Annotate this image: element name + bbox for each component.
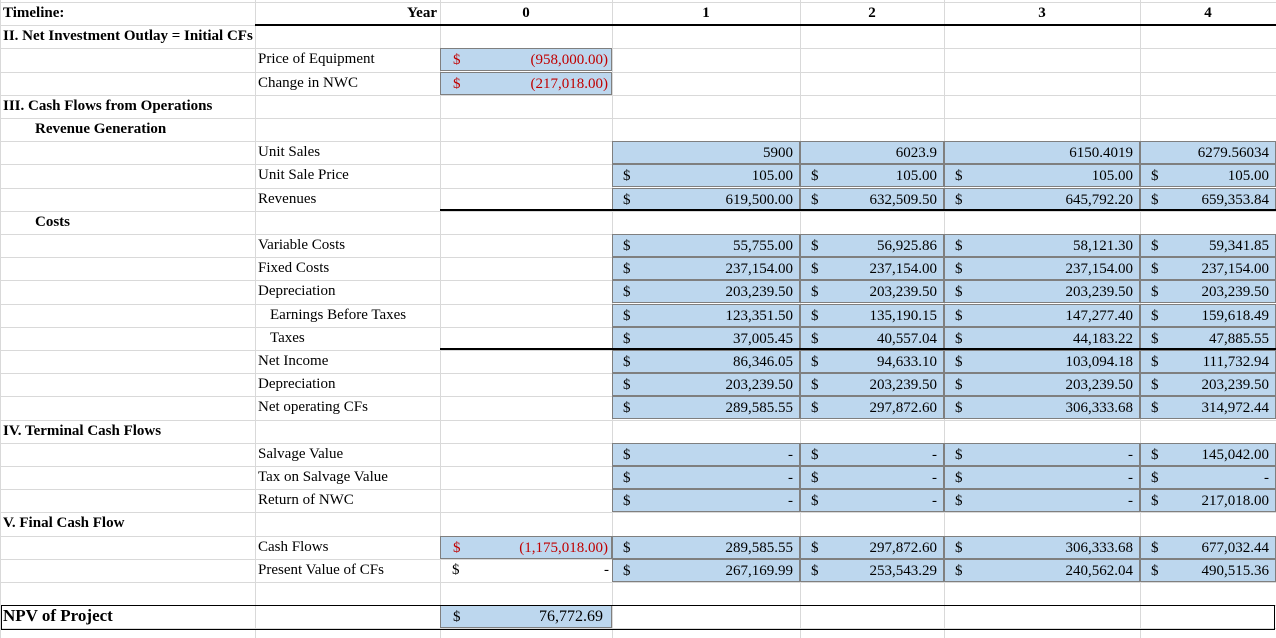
unit_sales-y4-value: 6279.56034 xyxy=(1197,145,1269,161)
net_operating_cfs-y1-cell[interactable] xyxy=(612,396,800,419)
unit_sale_price-y4-cell[interactable] xyxy=(1140,164,1276,187)
currency-symbol: $ xyxy=(453,609,461,625)
ebt-y3-value: 147,277.40 xyxy=(1065,308,1133,324)
cash_flows-y1-value: 289,585.55 xyxy=(725,540,793,556)
currency-symbol: $ xyxy=(623,284,631,300)
change_in_nwc-y0-cell[interactable] xyxy=(440,72,612,95)
row-label-revenues[interactable]: Revenues xyxy=(258,191,317,207)
tax_on_salvage-y1-cell[interactable] xyxy=(612,466,800,489)
net_income-y4-value: 111,732.94 xyxy=(1202,354,1269,370)
subsection-revenue-generation[interactable]: Revenue Generation xyxy=(35,121,167,137)
currency-symbol: $ xyxy=(811,192,819,208)
currency-symbol: $ xyxy=(623,493,631,509)
row-label-fixed_costs[interactable]: Fixed Costs xyxy=(258,260,330,276)
row-label-variable_costs[interactable]: Variable Costs xyxy=(258,237,346,253)
net_operating_cfs-y2-value: 297,872.60 xyxy=(869,400,937,416)
currency-symbol: $ xyxy=(811,470,819,486)
currency-symbol: $ xyxy=(811,400,819,416)
section-terminal[interactable]: IV. Terminal Cash Flows xyxy=(3,423,162,439)
ebt-y4-cell[interactable] xyxy=(1140,304,1276,327)
currency-symbol: $ xyxy=(811,238,819,254)
net_income-y3-cell[interactable] xyxy=(944,350,1140,373)
return_of_nwc-y3-value: - xyxy=(1128,493,1133,509)
currency-symbol: $ xyxy=(955,354,963,370)
cash_flows-y4-value: 677,032.44 xyxy=(1201,540,1269,556)
currency-symbol: $ xyxy=(623,377,631,393)
ebt-y4-value: 159,618.49 xyxy=(1201,308,1269,324)
depreciation-y4-value: 203,239.50 xyxy=(1201,284,1269,300)
tax_on_salvage-y2-cell[interactable] xyxy=(800,466,944,489)
currency-symbol: $ xyxy=(955,261,963,277)
currency-symbol: $ xyxy=(1151,470,1159,486)
npv-row-border xyxy=(1,605,1275,630)
depreciation-y2-cell[interactable] xyxy=(800,280,944,303)
year-header-2[interactable]: 2 xyxy=(868,5,876,21)
taxes-y1-cell[interactable] xyxy=(612,327,800,350)
variable_costs-y3-value: 58,121.30 xyxy=(1073,238,1133,254)
section-net-investment[interactable]: II. Net Investment Outlay = Initial CFs xyxy=(3,28,253,44)
currency-symbol: $ xyxy=(811,308,819,324)
unit_sale_price-y1-cell[interactable] xyxy=(612,164,800,187)
unit_sales-y3-value: 6150.4019 xyxy=(1069,145,1133,161)
depreciation-y2-value: 203,239.50 xyxy=(869,284,937,300)
currency-symbol: $ xyxy=(623,470,631,486)
currency-symbol: $ xyxy=(955,563,963,579)
cash_flows-y3-cell[interactable] xyxy=(944,536,1140,559)
unit_sales-y1-value: 5900 xyxy=(763,145,793,161)
currency-symbol: $ xyxy=(955,308,963,324)
pv_of_cfs-y1-cell[interactable] xyxy=(612,559,800,582)
taxes-y1-value: 37,005.45 xyxy=(733,331,793,347)
depreciation2-y3-cell[interactable] xyxy=(944,373,1140,396)
pv_of_cfs-y3-cell[interactable] xyxy=(944,559,1140,582)
depreciation2-y2-cell[interactable] xyxy=(800,373,944,396)
row-label-unit_sales[interactable]: Unit Sales xyxy=(258,144,321,160)
pv_of_cfs-y4-cell[interactable] xyxy=(1140,559,1276,582)
currency-symbol: $ xyxy=(453,52,461,68)
row-gridline xyxy=(0,48,1276,49)
currency-symbol: $ xyxy=(1151,238,1159,254)
fixed_costs-y3-value: 237,154.00 xyxy=(1065,261,1133,277)
fixed_costs-y4-cell[interactable] xyxy=(1140,257,1276,280)
currency-symbol: $ xyxy=(811,493,819,509)
section-operations[interactable]: III. Cash Flows from Operations xyxy=(3,98,213,114)
pv_of_cfs-y0-cell[interactable] xyxy=(440,559,612,582)
unit_sale_price-y4-value: 105.00 xyxy=(1227,168,1269,184)
currency-symbol: $ xyxy=(1151,400,1159,416)
unit_sales-y1-cell[interactable] xyxy=(612,141,800,164)
tax_on_salvage-y4-value: - xyxy=(1264,470,1269,486)
change_in_nwc-y0-value: (217,018.00) xyxy=(530,76,608,92)
row-label-unit_sale_price[interactable]: Unit Sale Price xyxy=(258,167,349,183)
variable_costs-y2-cell[interactable] xyxy=(800,234,944,257)
depreciation2-y4-cell[interactable] xyxy=(1140,373,1276,396)
tax_on_salvage-y1-value: - xyxy=(788,470,793,486)
npv-label[interactable]: NPV of Project xyxy=(3,606,113,625)
variable_costs-y1-value: 55,755.00 xyxy=(733,238,793,254)
cash_flows-y2-cell[interactable] xyxy=(800,536,944,559)
depreciation2-y2-value: 203,239.50 xyxy=(869,377,937,393)
salvage_value-y4-cell[interactable] xyxy=(1140,443,1276,466)
ebt-y1-value: 123,351.50 xyxy=(725,308,793,324)
currency-symbol: $ xyxy=(1151,540,1159,556)
pv_of_cfs-y3-value: 240,562.04 xyxy=(1065,563,1133,579)
unit_sale_price-y2-cell[interactable] xyxy=(800,164,944,187)
fixed_costs-y2-cell[interactable] xyxy=(800,257,944,280)
ebt-y3-cell[interactable] xyxy=(944,304,1140,327)
currency-symbol: $ xyxy=(811,261,819,277)
net_income-y4-cell[interactable] xyxy=(1140,350,1276,373)
currency-symbol: $ xyxy=(1151,493,1159,509)
unit_sale_price-y1-value: 105.00 xyxy=(751,168,793,184)
row-gridline xyxy=(0,582,1276,583)
tax_on_salvage-y3-cell[interactable] xyxy=(944,466,1140,489)
return_of_nwc-y3-cell[interactable] xyxy=(944,489,1140,512)
salvage_value-y1-value: - xyxy=(788,447,793,463)
net_operating_cfs-y2-cell[interactable] xyxy=(800,396,944,419)
cash_flows-y2-value: 297,872.60 xyxy=(869,540,937,556)
currency-symbol: $ xyxy=(623,331,631,347)
taxes-underline xyxy=(440,348,1276,350)
tax_on_salvage-y2-value: - xyxy=(932,470,937,486)
currency-symbol: $ xyxy=(955,447,963,463)
unit_sale_price-y3-cell[interactable] xyxy=(944,164,1140,187)
row-gridline xyxy=(0,72,1276,73)
variable_costs-y2-value: 56,925.86 xyxy=(877,238,937,254)
taxes-y2-cell[interactable] xyxy=(800,327,944,350)
currency-symbol: $ xyxy=(1151,308,1159,324)
currency-symbol: $ xyxy=(452,562,460,578)
revenues-y3-value: 645,792.20 xyxy=(1065,192,1133,208)
currency-symbol: $ xyxy=(1151,354,1159,370)
currency-symbol: $ xyxy=(623,168,631,184)
price_of_equipment-y0-cell[interactable] xyxy=(440,48,612,71)
currency-symbol: $ xyxy=(811,540,819,556)
net_income-y2-cell[interactable] xyxy=(800,350,944,373)
fixed_costs-y1-value: 237,154.00 xyxy=(725,261,793,277)
pv_of_cfs-y4-value: 490,515.36 xyxy=(1201,563,1269,579)
return_of_nwc-y1-value: - xyxy=(788,493,793,509)
ebt-y2-value: 135,190.15 xyxy=(869,308,937,324)
currency-symbol: $ xyxy=(1151,331,1159,347)
cash_flows-y4-cell[interactable] xyxy=(1140,536,1276,559)
net_operating_cfs-y1-value: 289,585.55 xyxy=(725,400,793,416)
year-header-3[interactable]: 3 xyxy=(1038,5,1046,21)
currency-symbol: $ xyxy=(955,192,963,208)
salvage_value-y4-value: 145,042.00 xyxy=(1201,447,1269,463)
depreciation2-y1-cell[interactable] xyxy=(612,373,800,396)
pv_of_cfs-y2-value: 253,543.29 xyxy=(869,563,937,579)
variable_costs-y3-cell[interactable] xyxy=(944,234,1140,257)
pv_of_cfs-y0-value: - xyxy=(604,562,609,578)
net_income-y1-value: 86,346.05 xyxy=(733,354,793,370)
currency-symbol: $ xyxy=(623,261,631,277)
unit_sales-y2-value: 6023.9 xyxy=(895,145,937,161)
revenues-y4-cell[interactable] xyxy=(1140,188,1276,211)
npv-value: 76,772.69 xyxy=(539,608,603,625)
revenues-y4-value: 659,353.84 xyxy=(1201,192,1269,208)
row-label-depreciation[interactable]: Depreciation xyxy=(258,283,336,299)
revenues-y3-cell[interactable] xyxy=(944,188,1140,211)
net_income-y3-value: 103,094.18 xyxy=(1065,354,1133,370)
currency-symbol: $ xyxy=(811,354,819,370)
unit_sales-y3-cell[interactable] xyxy=(944,141,1140,164)
year-header-4[interactable]: 4 xyxy=(1204,5,1212,21)
currency-symbol: $ xyxy=(623,192,631,208)
currency-symbol: $ xyxy=(811,447,819,463)
currency-symbol: $ xyxy=(623,447,631,463)
row-label-cash_flows[interactable]: Cash Flows xyxy=(258,539,329,555)
currency-symbol: $ xyxy=(955,470,963,486)
fixed_costs-y1-cell[interactable] xyxy=(612,257,800,280)
row-label-return_of_nwc[interactable]: Return of NWC xyxy=(258,492,354,508)
cash_flows-y0-cell[interactable] xyxy=(440,536,612,559)
currency-symbol: $ xyxy=(1151,192,1159,208)
currency-symbol: $ xyxy=(811,377,819,393)
pv_of_cfs-y2-cell[interactable] xyxy=(800,559,944,582)
currency-symbol: $ xyxy=(623,238,631,254)
currency-symbol: $ xyxy=(955,168,963,184)
year-label[interactable]: Year xyxy=(407,5,437,21)
fixed_costs-y3-cell[interactable] xyxy=(944,257,1140,280)
section-final[interactable]: V. Final Cash Flow xyxy=(3,515,125,531)
depreciation-y1-value: 203,239.50 xyxy=(725,284,793,300)
timeline-label[interactable]: Timeline: xyxy=(3,5,65,21)
row-label-net_operating_cfs[interactable]: Net operating CFs xyxy=(258,399,368,415)
depreciation2-y4-value: 203,239.50 xyxy=(1201,377,1269,393)
return_of_nwc-y2-cell[interactable] xyxy=(800,489,944,512)
depreciation2-y1-value: 203,239.50 xyxy=(725,377,793,393)
net_operating_cfs-y3-cell[interactable] xyxy=(944,396,1140,419)
cash_flows-y3-value: 306,333.68 xyxy=(1065,540,1133,556)
row-label-ebt[interactable]: Earnings Before Taxes xyxy=(270,307,407,323)
ebt-y1-cell[interactable] xyxy=(612,304,800,327)
depreciation-y4-cell[interactable] xyxy=(1140,280,1276,303)
year-header-0[interactable]: 0 xyxy=(522,5,530,21)
salvage_value-y3-cell[interactable] xyxy=(944,443,1140,466)
currency-symbol: $ xyxy=(1151,563,1159,579)
revenues-underline xyxy=(440,209,1276,211)
revenues-y2-cell[interactable] xyxy=(800,188,944,211)
net_income-y1-cell[interactable] xyxy=(612,350,800,373)
currency-symbol: $ xyxy=(623,540,631,556)
pv_of_cfs-y1-value: 267,169.99 xyxy=(725,563,793,579)
currency-symbol: $ xyxy=(955,331,963,347)
currency-symbol: $ xyxy=(811,331,819,347)
revenues-y1-value: 619,500.00 xyxy=(725,192,793,208)
return_of_nwc-y4-cell[interactable] xyxy=(1140,489,1276,512)
currency-symbol: $ xyxy=(955,493,963,509)
currency-symbol: $ xyxy=(623,400,631,416)
return_of_nwc-y4-value: 217,018.00 xyxy=(1201,493,1269,509)
currency-symbol: $ xyxy=(811,168,819,184)
revenues-y2-value: 632,509.50 xyxy=(869,192,937,208)
currency-symbol: $ xyxy=(811,563,819,579)
taxes-y3-value: 44,183.22 xyxy=(1073,331,1133,347)
variable_costs-y4-cell[interactable] xyxy=(1140,234,1276,257)
return_of_nwc-y2-value: - xyxy=(932,493,937,509)
currency-symbol: $ xyxy=(453,76,461,92)
currency-symbol: $ xyxy=(1151,377,1159,393)
currency-symbol: $ xyxy=(955,400,963,416)
depreciation-y1-cell[interactable] xyxy=(612,280,800,303)
net_operating_cfs-y4-value: 314,972.44 xyxy=(1201,400,1269,416)
currency-symbol: $ xyxy=(955,540,963,556)
currency-symbol: $ xyxy=(623,354,631,370)
year-header-1[interactable]: 1 xyxy=(702,5,710,21)
ebt-y2-cell[interactable] xyxy=(800,304,944,327)
salvage_value-y3-value: - xyxy=(1128,447,1133,463)
currency-symbol: $ xyxy=(623,308,631,324)
tax_on_salvage-y3-value: - xyxy=(1128,470,1133,486)
currency-symbol: $ xyxy=(955,238,963,254)
row-label-tax_on_salvage[interactable]: Tax on Salvage Value xyxy=(258,469,388,485)
taxes-y2-value: 40,557.04 xyxy=(877,331,937,347)
price_of_equipment-y0-value: (958,000.00) xyxy=(530,52,608,68)
row-label-price_of_equipment[interactable]: Price of Equipment xyxy=(258,51,375,67)
variable_costs-y1-cell[interactable] xyxy=(612,234,800,257)
currency-symbol: $ xyxy=(1151,261,1159,277)
depreciation2-y3-value: 203,239.50 xyxy=(1065,377,1133,393)
currency-symbol: $ xyxy=(955,284,963,300)
row-label-net_income[interactable]: Net Income xyxy=(258,353,329,369)
variable_costs-y4-value: 59,341.85 xyxy=(1209,238,1269,254)
currency-symbol: $ xyxy=(623,563,631,579)
currency-symbol: $ xyxy=(1151,284,1159,300)
net_operating_cfs-y3-value: 306,333.68 xyxy=(1065,400,1133,416)
fixed_costs-y2-value: 237,154.00 xyxy=(869,261,937,277)
currency-symbol: $ xyxy=(453,540,461,556)
taxes-y4-value: 47,885.55 xyxy=(1209,331,1269,347)
unit_sales-y2-cell[interactable] xyxy=(800,141,944,164)
depreciation-y3-cell[interactable] xyxy=(944,280,1140,303)
revenues-y1-cell[interactable] xyxy=(612,188,800,211)
salvage_value-y1-cell[interactable] xyxy=(612,443,800,466)
unit_sales-y4-cell[interactable] xyxy=(1140,141,1276,164)
subsection-costs[interactable]: Costs xyxy=(35,214,71,230)
row-label-taxes[interactable]: Taxes xyxy=(270,330,305,346)
row-label-change_in_nwc[interactable]: Change in NWC xyxy=(258,75,358,91)
unit_sale_price-y3-value: 105.00 xyxy=(1091,168,1133,184)
currency-symbol: $ xyxy=(1151,447,1159,463)
fixed_costs-y4-value: 237,154.00 xyxy=(1201,261,1269,277)
unit_sale_price-y2-value: 105.00 xyxy=(895,168,937,184)
taxes-y4-cell[interactable] xyxy=(1140,327,1276,350)
net_operating_cfs-y4-cell[interactable] xyxy=(1140,396,1276,419)
net_income-y2-value: 94,633.10 xyxy=(877,354,937,370)
cash_flows-y0-value: (1,175,018.00) xyxy=(519,540,608,556)
return_of_nwc-y1-cell[interactable] xyxy=(612,489,800,512)
currency-symbol: $ xyxy=(955,377,963,393)
currency-symbol: $ xyxy=(811,284,819,300)
depreciation-y3-value: 203,239.50 xyxy=(1065,284,1133,300)
salvage_value-y2-cell[interactable] xyxy=(800,443,944,466)
row-label-depreciation2[interactable]: Depreciation xyxy=(258,376,336,392)
currency-symbol: $ xyxy=(1151,168,1159,184)
row-label-salvage_value[interactable]: Salvage Value xyxy=(258,446,344,462)
cash_flows-y1-cell[interactable] xyxy=(612,536,800,559)
taxes-y3-cell[interactable] xyxy=(944,327,1140,350)
row-label-pv_of_cfs[interactable]: Present Value of CFs xyxy=(258,562,384,578)
salvage_value-y2-value: - xyxy=(932,447,937,463)
tax_on_salvage-y4-cell[interactable] xyxy=(1140,466,1276,489)
